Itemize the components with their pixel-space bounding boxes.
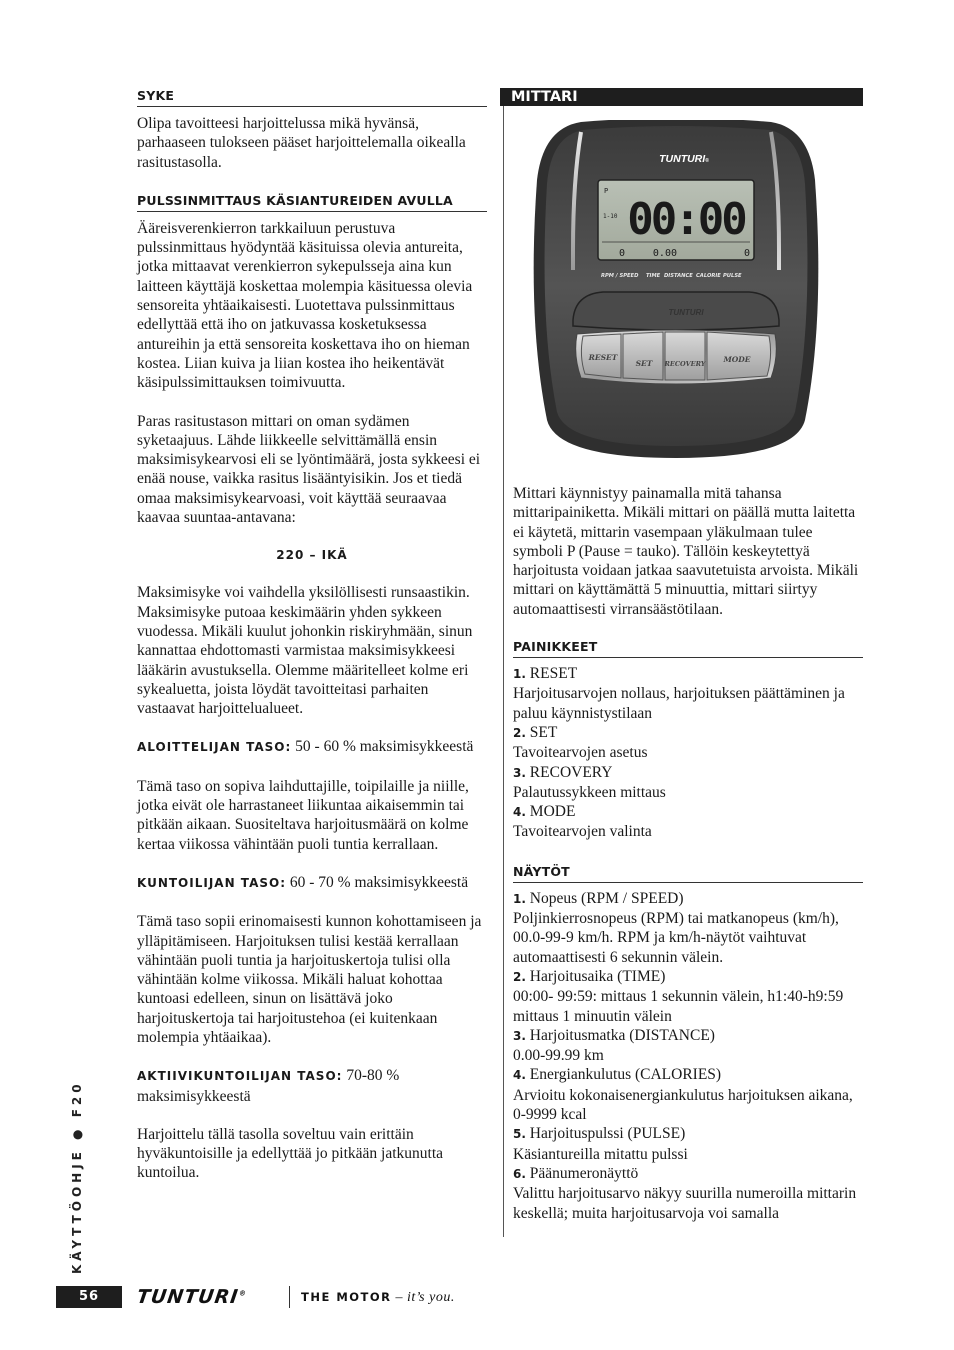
display-item-name: 5. Harjoituspulssi (PULSE) xyxy=(513,1125,686,1143)
pulse-text-3: Maksimisyke voi vaihdella yksilöllisesti runsaastikin. Maksimisyke putoaa keskimäärin yhden sykkeen vuodessa. Mikäli kuulut johonkin riskiryhmään, sinun kannattaa ehdottomasti varmistaa maksimisykkeesi lääkärin avustuksella. Olemme määritelleet kolme eri sykealuetta, joista löydät tavoitteitasi parhaiten vastaavat harjoittelualueet. xyxy=(137,584,473,718)
label-pulse: PULSE xyxy=(723,273,742,279)
syke-heading: SYKE xyxy=(137,88,487,107)
pulse-heading: PULSSINMITTAUS KÄSIANTUREIDEN AVULLA xyxy=(137,193,487,212)
display-item-name: 3. Harjoitusmatka (DISTANCE) xyxy=(513,1026,715,1044)
displays-list xyxy=(513,889,863,1223)
set-button-label: SET xyxy=(635,359,653,368)
pulse-text-1: Ääreisverenkierron tarkkailuun perustuva pulssinmittaus hyödyntää käsituissa olevia antureita, jotka mittaavat verenkierron sykepulsseja aina kun laitteen käyttäjä koskettaa molempia käsituessa olevia sensoreita yhtäaikaisesti. Luotettava pulssinmittaus edellyttää että iho on jatkuvassa kosketuksessa antureihin ja että sensoreita koskettava iho on hieman kostea. Liian kuiva ja liian kostea iho heikentävät käsipulssimittauksen toimivuutta. xyxy=(137,219,473,392)
level1-label: ALOITTELIJAN TASO: xyxy=(137,740,292,755)
level2-label: KUNTOILIJAN TASO: xyxy=(137,875,286,890)
button-item-name: 3. RECOVERY xyxy=(513,763,613,781)
intro-text: Mittari käynnistyy painamalla mitä tahansa mittaripainiketta. Mikäli mittari on päällä mutta laitetta ei käytetä, mittarin vasempaan yläkulmaan tulee symboli P (Pause = tauko). Tällöin keskeytettyä harjoitusta voidaan jatkaa saavutetuista arvoista. Mikäli mittari on käyttämättä 5 minuuttia, mittari siirtyy automaattisesti virransäästötilaan. xyxy=(513,485,859,618)
left-column xyxy=(137,88,487,1183)
reset-button-label: RESET xyxy=(588,353,618,362)
lcd-main-display: 00:00 xyxy=(627,194,745,245)
display-item-desc: Poljinkierrosnopeus (RPM) tai matkanopeus (km/h), 00.0-99-9 km/h. RPM ja km/h-näytöt vaihtuvat automaattisesti 6 sekunnin välein. xyxy=(513,910,839,966)
display-item-name: 1. Nopeus (RPM / SPEED) xyxy=(513,889,684,907)
button-item-desc: Palautussykkeen mittaus xyxy=(513,783,666,801)
right-column xyxy=(513,88,863,1223)
lcd-tag: 1-10 xyxy=(603,213,618,220)
formula: 220 – IKÄ xyxy=(276,548,348,563)
console-handle-logo: TUNTURI xyxy=(668,308,704,317)
displays-heading: NÄYTÖT xyxy=(513,864,863,883)
level3-label: AKTIIVIKUNTOILIJAN TASO: xyxy=(137,1069,343,1084)
button-item-name: 2. SET xyxy=(513,723,558,741)
mittari-heading: MITTARI xyxy=(500,88,863,106)
level3-value: 70-80 % maksimisykkeestä xyxy=(137,1067,400,1105)
label-rpm-speed: RPM / SPEED xyxy=(601,273,639,279)
lcd-pause-symbol: P xyxy=(604,187,609,195)
lcd-value-pulse: 0 xyxy=(743,248,750,259)
lcd-value-rpm: 0 xyxy=(618,248,625,259)
display-item-desc: 00:00- 99:59: mittaus 1 sekunnin välein, h1:40-h9:59 mittaus 1 minuutin välein xyxy=(513,988,844,1025)
button-item-desc: Tavoitearvojen asetus xyxy=(513,744,648,762)
level1-block xyxy=(137,737,487,757)
footer-slogan: THE MOTOR – it’s you. xyxy=(301,1290,455,1305)
level2-block xyxy=(137,873,487,893)
label-distance: DISTANCE xyxy=(664,273,693,279)
level3-block xyxy=(137,1066,487,1106)
button-item-name: 1. RESET xyxy=(513,665,578,683)
buttons-list xyxy=(513,664,863,842)
syke-text: Olipa tavoitteesi harjoittelussa mikä hyvänsä, parhaaseen tulokseen pääset harjoittelemalla oikealla rasitustasolla. xyxy=(137,115,466,171)
label-time: TIME xyxy=(646,273,661,279)
button-item-desc: Harjoitusarvojen nollaus, harjoituksen päättäminen ja paluu käynnistystilaan xyxy=(513,685,845,722)
set-button[interactable] xyxy=(623,332,663,380)
level1-text: Tämä taso on sopiva laihduttajille, toipilaille ja niille, jotka eivät ole harrastaneet liikuntaa aikaisemmin tai pitkään aikaan. Suositeltava harjoitusmäärä on kolme kertaa viikossa vähintään puoli tuntia kerrallaan. xyxy=(137,777,469,853)
display-item-desc: Valittu harjoitusarvo näkyy suurilla numeroilla mittarin keskellä; muita harjoitusarvoja voi samalla xyxy=(513,1185,857,1222)
column-divider xyxy=(503,90,504,1237)
display-item-desc: Arvioitu kokonaisenergiankulutus harjoituksen aikana, 0-9999 kcal xyxy=(513,1086,853,1124)
level2-text: Tämä taso sopii erinomaisesti kunnon kohottamiseen ja ylläpitämiseen. Harjoituksen tulisi kestää kerrallaan vähintään puoli tuntia ja harjoituskertoja tulisi olla vähintään kolme viikossa. Mikäli haluat kohottaa kuntoasi edelleen, sinun on lisättävä joko harjoituskertoja tai harjoitustehoa (ei kuitenkaan molempia yhtäaikaa). xyxy=(137,913,482,1046)
button-item-desc: Tavoitearvojen valinta xyxy=(513,823,652,841)
lcd-value-distance: 0.00 xyxy=(652,248,677,259)
display-item-name: 2. Harjoitusaika (TIME) xyxy=(513,967,666,985)
recovery-button[interactable] xyxy=(665,332,705,380)
level1-value: 50 - 60 % maksimisykkeestä xyxy=(295,738,474,756)
console-body xyxy=(545,126,808,446)
console-illustration xyxy=(533,120,819,460)
display-item-name: 6. Päänumeronäyttö xyxy=(513,1164,639,1182)
pulse-text-2: Paras rasitustason mittari on oman sydämen syketaajuus. Lähde liikkeelle selvittämällä ensin maksimisykearvosi eli se lyöntimäärä, josta sykkeesi ei enää nouse, vaikka rasitus lisääntyisikin. Jos et tiedä omaa maksimisykearvoasi, voit käyttää seuraavaa kaavaa suuntaa-antavana: xyxy=(137,412,481,527)
label-calorie: CALORIE xyxy=(696,273,721,279)
level2-value: 60 - 70 % maksimisykkeestä xyxy=(289,873,469,891)
page-number: 56 xyxy=(56,1286,122,1308)
footer-separator xyxy=(289,1286,290,1308)
side-label: KÄYTTÖOHJE ● F20 xyxy=(70,1080,84,1274)
buttons-heading: PAINIKKEET xyxy=(513,639,863,658)
button-item-name: 4. MODE xyxy=(513,803,576,821)
display-item-desc: Käsiantureilla mitattu pulssi xyxy=(513,1145,688,1163)
footer-logo: TUNTURI® xyxy=(135,1286,248,1308)
console-brand: TUNTURI® xyxy=(659,153,709,165)
display-item-desc: 0.00-99.99 km xyxy=(513,1047,604,1065)
level3-text: Harjoittelu tällä tasolla soveltuu vain erittäin hyväkuntoisille ja edellyttää jo pitkään jatkunutta kuntoilua. xyxy=(137,1125,444,1182)
display-item-name: 4. Energiankulutus (CALORIES) xyxy=(513,1066,722,1084)
mode-button-label: MODE xyxy=(723,355,751,364)
recovery-button-label: RECOVERY xyxy=(664,360,706,368)
